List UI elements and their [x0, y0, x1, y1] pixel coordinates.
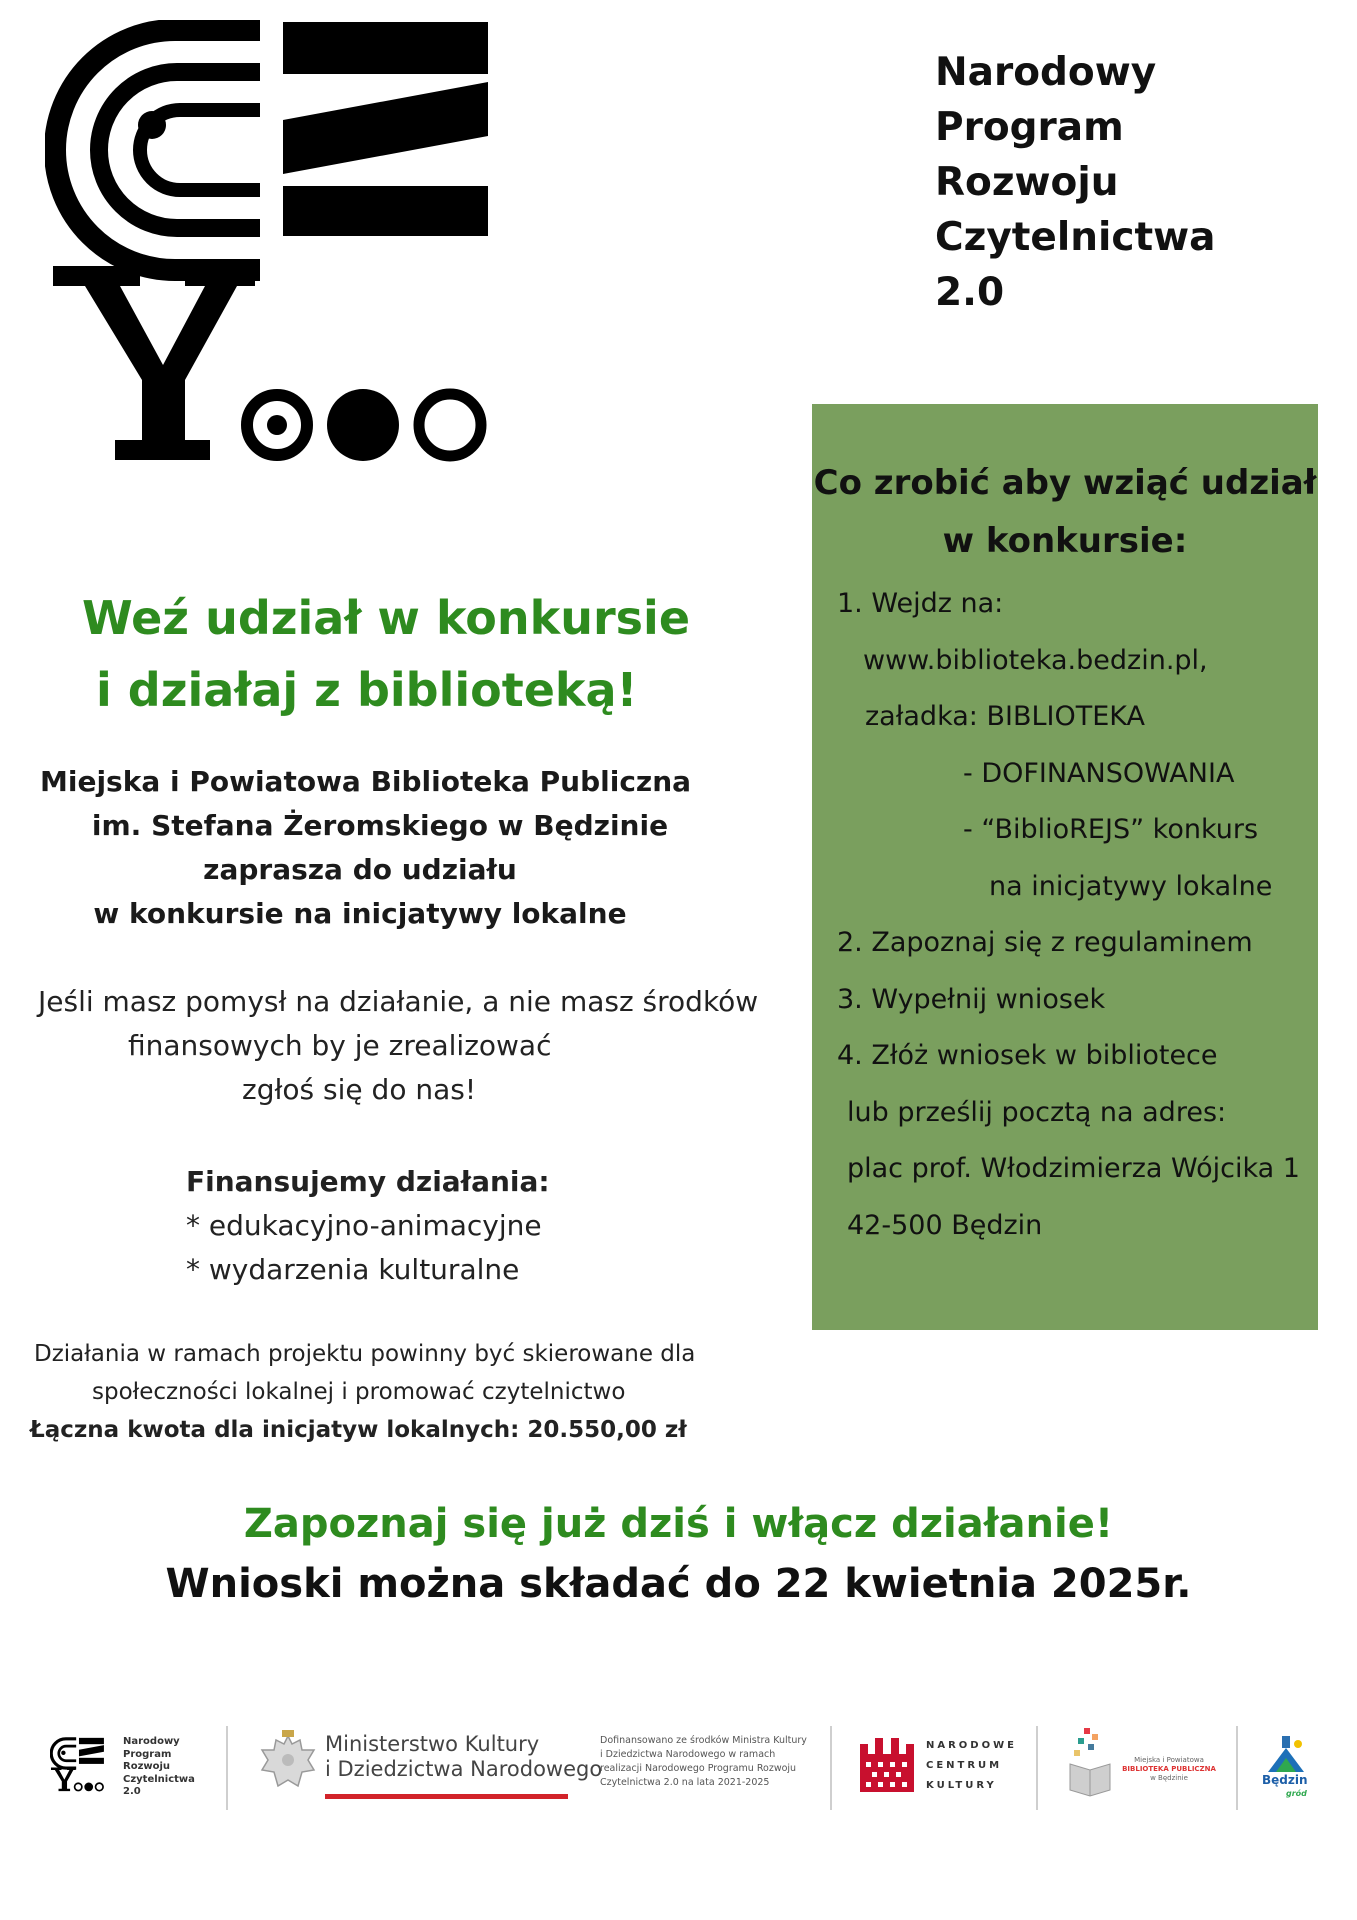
total-amount: Łączna kwota dla inicjatyw lokalnych: 20.550,00 zł — [30, 1417, 687, 1443]
footer-text-line: i Dziedzictwa Narodowego w ramach — [600, 1749, 776, 1760]
footer-text-line: NARODOWE — [926, 1740, 1017, 1751]
step-line: lub prześlij pocztą na adres: — [847, 1096, 1227, 1128]
step-line: 1. Wejdz na: — [837, 588, 1004, 619]
footer-text-line: CENTRUM — [926, 1760, 1003, 1771]
steps-title-line: w konkursie: — [942, 521, 1188, 561]
footer-text-line: Miejska i Powiatowa — [1134, 1756, 1204, 1764]
footer-separator — [1236, 1726, 1238, 1810]
footer-text-line: gród — [1286, 1789, 1307, 1798]
financing-list — [186, 1160, 706, 1292]
headline-line: Weź udział w konkursie — [82, 591, 691, 645]
program-title-line: Czytelnictwa — [935, 215, 1216, 260]
footer-text-line: realizacji Narodowego Programu Rozwoju — [600, 1763, 797, 1774]
program-logo — [45, 20, 505, 470]
nck-name — [926, 1736, 1017, 1796]
step-line: 4. Złóż wniosek w bibliotece — [837, 1040, 1218, 1071]
note-line: społeczności lokalnej i promować czytelnictwo — [92, 1379, 626, 1405]
footer-logos — [0, 1716, 1357, 1836]
program-logo-small — [50, 1736, 106, 1794]
intro-line: zaprasza do udziału — [203, 853, 517, 886]
city-logo-icon — [1264, 1734, 1308, 1774]
headline-line: i działaj z biblioteką! — [96, 663, 638, 717]
nck-logo-icon — [860, 1738, 914, 1792]
footer-separator — [226, 1726, 228, 1810]
intro-line: w konkursie na inicjatywy lokalne — [93, 897, 627, 930]
eagle-emblem-icon — [258, 1730, 318, 1796]
step-line: 42-500 Będzin — [847, 1209, 1043, 1241]
pitch-line: finansowych by je zrealizować — [128, 1029, 552, 1062]
intro-text — [40, 760, 692, 936]
funding-note — [600, 1734, 807, 1790]
step-url[interactable]: www.biblioteka.bedzin.pl, — [863, 644, 1208, 676]
step-line: - DOFINANSOWANIA — [963, 757, 1235, 789]
footer-text-line: Ministerstwo Kultury — [325, 1732, 540, 1756]
program-title-line: Rozwoju — [935, 160, 1119, 205]
call-to-action — [0, 1495, 1357, 1615]
ministry-name — [325, 1732, 602, 1782]
project-note — [30, 1335, 730, 1449]
footer-text-line: Program — [123, 1748, 172, 1760]
library-logo-icon — [1066, 1728, 1114, 1798]
headline — [60, 582, 720, 726]
pitch-line: Jeśli masz pomysł na działanie, a nie masz środków — [38, 985, 759, 1018]
intro-line: Miejska i Powiatowa Biblioteka Publiczna — [40, 765, 692, 798]
footer-separator — [1036, 1726, 1038, 1810]
footer-text-line: Będzin — [1262, 1773, 1308, 1787]
step-line: - “BiblioREJS” konkurs — [963, 814, 1259, 845]
step-line: plac prof. Włodzimierza Wójcika 1 — [847, 1153, 1300, 1184]
program-title-line: Program — [935, 105, 1124, 150]
footer-text-line: w Będzinie — [1150, 1774, 1188, 1782]
note-line: Działania w ramach projektu powinny być skierowane dla — [34, 1341, 696, 1367]
city-logo-text — [1262, 1774, 1308, 1800]
footer-text-line: Czytelnictwa — [123, 1773, 195, 1785]
program-title-line: 2.0 — [935, 270, 1005, 315]
program-title-line: Narodowy — [935, 50, 1157, 95]
step-line: załadka: BIBLIOTEKA — [865, 701, 1145, 732]
library-logo-text — [1114, 1756, 1224, 1783]
footer-text-line: Czytelnictwa 2.0 na lata 2021-2025 — [600, 1777, 770, 1788]
footer-text-line: Rozwoju — [123, 1761, 171, 1772]
program-title — [935, 45, 1235, 320]
intro-line: im. Stefana Żeromskiego w Będzinie — [91, 809, 669, 842]
pitch-line: zgłoś się do nas! — [242, 1073, 477, 1106]
step-line: na inicjatywy lokalne — [989, 870, 1273, 902]
ministry-red-bar — [325, 1794, 568, 1799]
financing-item: * edukacyjno-animacyjne — [186, 1209, 542, 1242]
step-line: 2. Zapoznaj się z regulaminem — [837, 927, 1253, 958]
financing-heading: Finansujemy działania: — [186, 1165, 550, 1198]
footer-text-line: KULTURY — [926, 1780, 997, 1791]
steps-panel-title — [812, 454, 1318, 570]
footer-text-line: Dofinansowano ze środków Ministra Kultury — [600, 1735, 807, 1746]
cta-deadline: Wnioski można składać do 22 kwietnia 2025r. — [165, 1561, 1192, 1607]
footer-text-line: BIBLIOTEKA PUBLICZNA — [1122, 1765, 1216, 1773]
steps-list — [837, 576, 1317, 1254]
footer-text-line: Narodowy — [123, 1736, 180, 1747]
step-line: 3. Wypełnij wniosek — [837, 983, 1106, 1015]
program-small-text — [123, 1736, 195, 1799]
footer-text-line: i Dziedzictwa Narodowego — [325, 1757, 603, 1781]
steps-panel — [812, 404, 1318, 1330]
cta-headline: Zapoznaj się już dziś i włącz działanie! — [243, 1501, 1114, 1547]
pitch-text — [20, 980, 760, 1112]
footer-separator — [830, 1726, 832, 1810]
footer-text-line: 2.0 — [123, 1786, 141, 1797]
financing-item: * wydarzenia kulturalne — [186, 1253, 520, 1286]
steps-title-line: Co zrobić aby wziąć udział — [813, 463, 1317, 503]
